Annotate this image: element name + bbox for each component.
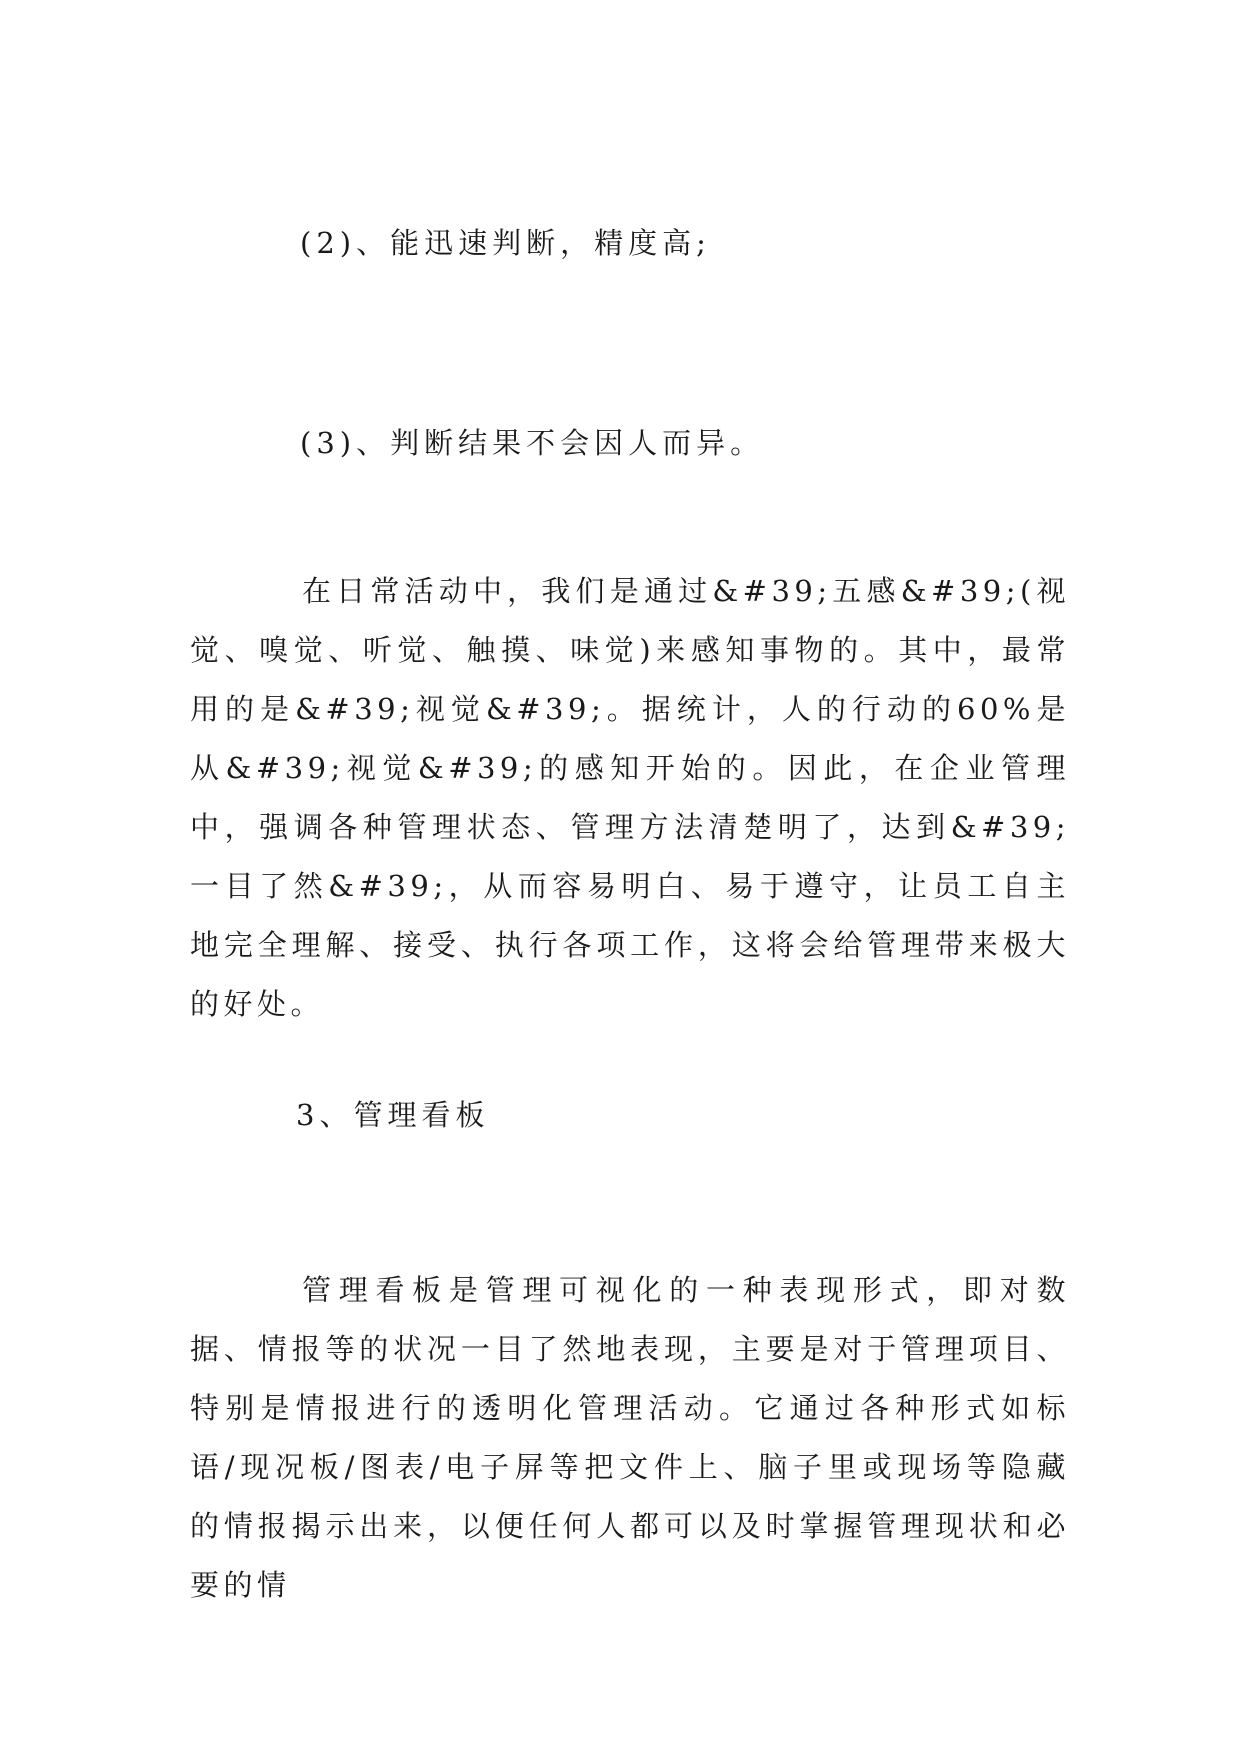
body-paragraph-2: 管理看板是管理可视化的一种表现形式，即对数据、情报等的状况一目了然地表现，主要是对于管理项目、特别是情报进行的透明化管理活动。它通过各种形式如标语/现况板/图表/电子屏等把文件上、脑子里或现场等隐藏的情报揭示出来，以便任何人都可以及时掌握管理现状和必要的情 xyxy=(190,1273,1070,1602)
list-item-3: (3)、判断结果不会因人而异。 xyxy=(300,426,765,460)
section-heading: 3、管理看板 xyxy=(296,1098,490,1132)
body-paragraph-1: 在日常活动中，我们是通过&#39;五感&#39;(视觉、嗅觉、听觉、触摸、味觉)来感知事物的。其中，最常用的是&#39;视觉&#39;。据统计，人的行动的60%是从&#39;视觉&#39;的感知开始的。因此，在企业管理中，强调各种管理状态、管理方法清楚明了，达到&#39;一目了然&#39;，从而容易明白、易于遵守，让员工自主地完全理解、接受、执行各项工作，这将会给管理带来极大的好处。 xyxy=(190,574,1070,1021)
list-item-2: (2)、能迅速判断，精度高; xyxy=(300,226,711,260)
